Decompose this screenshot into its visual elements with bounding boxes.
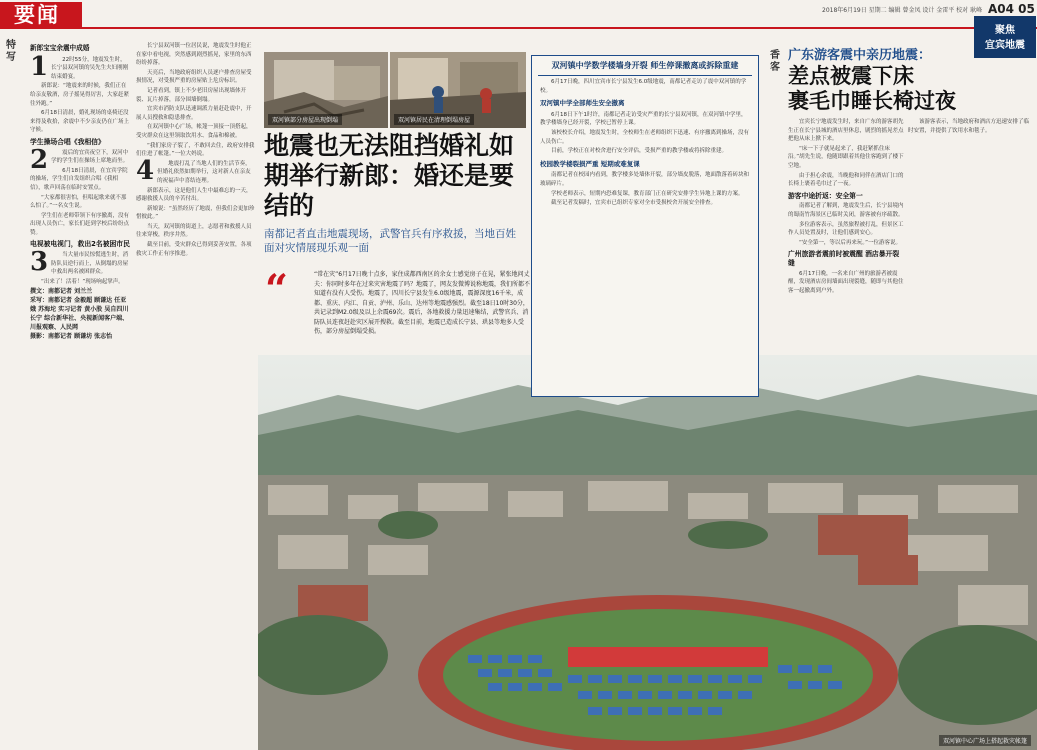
photo-collapsed-house [264,52,388,128]
credit-line: 采写：南都记者 金毅超 顾谦达 任亚娥 苏海坨 实习记者 黄小股 吴自四川 [30,297,129,314]
quote-mark-icon: “ [265,266,289,313]
story-number-2: 2 [30,144,49,175]
photo1-caption: 双河镇部分房屋出现倒塌 [268,114,342,125]
story2-title: 学生操场合唱《我相信》 [30,137,105,146]
right-subhead-1: 游客中途折返：安全第一 [788,191,863,200]
story2-p4: 学生们在老师带领下有序撤离，没有出现人员伤亡，家长们赶到学校后纷纷点赞。 [30,212,130,236]
right-headline-line-1: 差点被震下床 [788,64,914,88]
right-subhead-2: 广州旅游者震前时被震醒 酒店暴开裂缝 [788,250,900,267]
main-lead: “常在灾”6月17日晚十点多，家住成都西南区的余女士感觉房子在晃，紧张地问丈夫：你同时多年在过来灾害地震了吗？地震了，网友发微博说称地震，我们所都不知道有没有人受伤。地震了，四川长宁县发生6.0级地震，震源深度16千米，成都、重庆、内江、自贡、泸州、乐山、达州等地震感强烈。截至18日10时30分，共记录到M2.0级及以上余震69次。震后，各地救援力量迅速集结，武警官兵、消防队员连夜赶赴灾区展开搜救。截至目前，地震已造成长宁县、珙县等地多人受伤，部分房屋倒塌受损。 [314,271,531,335]
section-tag: 要闻 [0,2,82,29]
col2-p5: 在双河镇中心广场，帐篷一顶接一顶搭起，受灾群众在这里领取饮用水、食品和棉被。 [136,124,252,139]
story2-p1: 震后的宜宾夜空下，双河中学的学生们在操场上席地而坐。 [51,149,129,165]
left-top-title: 新郎宝宝余震中成婚 [30,44,90,52]
school-story-box [531,55,759,397]
header-meta: 2018年6月19日 星期二 编辑 曾金凤 设计 金雷平 校对 耿峰 [822,7,983,14]
right-b-p3: “安全第一，等以后再来玩。”一位游客说。 [799,239,901,246]
col2-s4-p5: 截至目前，受灾群众已得到妥善安置，各项救灾工作正有序推进。 [136,242,252,257]
story-number-4: 4 [136,155,155,186]
right-column-label: 香客 [770,50,780,73]
credit-line: 摄影：南都记者 顾谦坊 张志怡 [30,333,113,341]
col2-p2: 天亮后，当地政府组织人员逐户排查房屋受损情况，对受损严重的房屋贴上危房标识。 [136,69,252,85]
credits [30,287,130,341]
aerial-photo [258,355,1037,750]
box-body [532,78,758,208]
aerial-photo-caption: 双河镇中心广场上搭起救灾帐篷 [939,735,1031,746]
credit-line: 长宁 综合新华社、央视新闻客户端、川报观察、人民网 [30,315,129,332]
col2-p3: 记者看到，镇上不少老旧房屋出现墙体开裂、瓦片掉落，部分围墙倒塌。 [136,87,247,103]
right-c-p2: 该游客表示，当地政府和酒店方迅速安排了临时安置，并提供了饮用水和毯子。 [908,119,1030,134]
credit-line: 撰文：南都记者 刘兰兰 [30,288,93,296]
page-number: A04 05 [988,2,1035,16]
box-lead: 6月17日晚，四川宜宾市长宁县发生6.0级地震，南都记者走访了震中双河镇的学校。 [540,79,747,94]
box-s1-p3: 目前，学校正在对校舍进行安全评估，受损严重的教学楼或将拆除重建。 [551,148,728,155]
left-column [30,42,130,640]
right-a-p3: 由于担心余震，当晚他和同伴在酒店门口的长椅上裹着毛巾过了一夜。 [788,172,904,188]
story3-title: 电视被电视门，救出2名被困市民 [30,240,130,249]
box-s2-p1: 南都记者在校园内看到，教学楼多处墙体开裂，部分墙皮脱落，地面散落着砖块和玻璃碎片。 [540,172,750,187]
main-deck: 南都记者直击地震现场，武警官兵有序救援，当地百姓面对灾情展现乐观一面 [264,228,516,254]
right-headline [788,48,968,114]
col2-s4-p2: 新郎表示，这是他们人生中最难忘的一天，感谢救援人员的辛苦付出。 [136,187,252,203]
story3-p2: “出来了！活着！”现场响起掌声。 [41,278,124,285]
photo2-caption: 双河镇居民在清理倒塌房屋 [394,114,474,125]
right-column-a [788,118,904,353]
box-subhead-1: 双河镇中学全部师生安全撤离 [540,99,625,108]
right-a-p2: “床一下子就晃起来了，我赶紧抓住床沿。”胡先生说，他随即跟着其他住客跑到了楼下空地。 [788,145,904,169]
col2-s4-p1: 地震打乱了当地人们的生活节奏，但婚礼依然如期举行，这对新人在亲友的祝福声中喜结连理。 [157,160,251,184]
box-subhead-2: 校园教学楼裂损严重 短期或难复课 [540,159,640,168]
box-s2-p3: 截至记者发稿时，宜宾市已组织专家对全市受损校舍开展安全排查。 [551,200,717,207]
page-header [0,0,1037,30]
promo-badge [974,16,1036,58]
box-title: 双河镇中学数学楼墙身开裂 师生停课撤离或拆除重建 [551,61,739,70]
header-rule [82,27,1037,29]
right-column-b [908,118,1032,353]
story-number-3: 3 [30,247,49,278]
main-headline: 地震也无法阻挡婚礼如期举行新郎：婚还是要结的 [264,131,515,220]
left-column-2 [136,42,256,542]
box-s1-p2: 该校校长介绍，地震发生时，全校师生在老师组织下迅速、有序撤离到操场，没有人员伤亡。 [540,129,750,145]
story2-p3: “大家都很害怕，但唱起歌来就不那么怕了。”一名女生说。 [30,194,127,210]
right-headline-sub: 广东游客震中亲历地震： [788,48,932,63]
box-s2-p2: 学校老师表示，短期内恐难复课，教育部门正在研究安排学生异地上课的方案。 [551,190,744,197]
left-column-label: 特写 [6,40,16,63]
right-b-p2: 多位游客表示，虽然旅程被打乱，但景区工作人员处置及时，让他们感到安心。 [788,221,904,237]
right-b-p1: 南都记者了解到，地震发生后，长宁县境内的蜀南竹海景区已临时关闭，游客被有序疏散。 [788,203,904,218]
box-rule [538,75,752,76]
promo-line-1: 聚焦 [995,25,1015,36]
col2-p1: 长宁县双河镇一位居民说，地震发生时他正在家中看电视，突然感到剧烈摇晃，家里的东西纷纷掉落。 [136,43,252,67]
right-c-p1: 6月17日晚，一名来自广州的旅游者被震醒，发现酒店房间墙面出现裂缝，随即与其他住客一起撤离到户外。 [788,270,904,294]
story1-p3: 6月18日清晨，婚礼现场的桌椅还没来得及收拾，余震中不少亲友仍在广场上守候。 [30,110,130,134]
story2-p2: 6月18日清晨，在宜宾学院的操场，学生们自发组织合唱《我相信》，歌声回荡在临时安置点。 [30,167,128,191]
box-s1-p1: 6月18日下午1时许，南都记者走访受灾严重的长宁县双河镇，在双河镇中学里，教学楼墙身已经开裂，学校已暂停上课。 [540,111,747,127]
story-number-1: 1 [30,51,49,82]
aerial-photo-illustration [258,355,1037,750]
col2-p6: “我们家房子裂了，不敢回去住，政府安排我们住进了帐篷。”一位大妈说。 [136,142,255,158]
story1-p1: 22时55分，地震发生时，长宁县双河镇的吴先生夫妇刚刚结束婚宴。 [51,56,129,80]
story1-p2: 新郎说：“地震来的时候，我们正在给亲友敬酒，房子摇晃得厉害，大家赶紧往外跑。” [30,83,130,107]
col2-s4-p4: 当天，双河镇的街道上，志愿者和救援人员往来穿梭，秩序井然。 [136,223,252,239]
col2-s4-p3: 新娘说：“虽然经历了地震，但我们会更加珍惜彼此。” [136,205,255,221]
right-headline-line-2: 裹毛巾睡长椅过夜 [788,89,956,113]
right-a-p1: 宜宾长宁地震发生时，来自广东的游客胡先生正在长宁县城的酒店里休息，剧烈的摇晃差点把他从床上掀下来。 [788,119,904,143]
promo-line-2: 宜宾地震 [985,40,1025,51]
story3-p1: 当大量市民惊慌逃生时，消防队员逆行而上，从倒塌的房屋中救出两名被困群众。 [51,252,129,276]
photo-cleanup [390,52,526,128]
col2-p4: 宜宾市消防支队迅速调派力量赶赴震中，开展人员搜救和隐患排查。 [136,106,252,121]
